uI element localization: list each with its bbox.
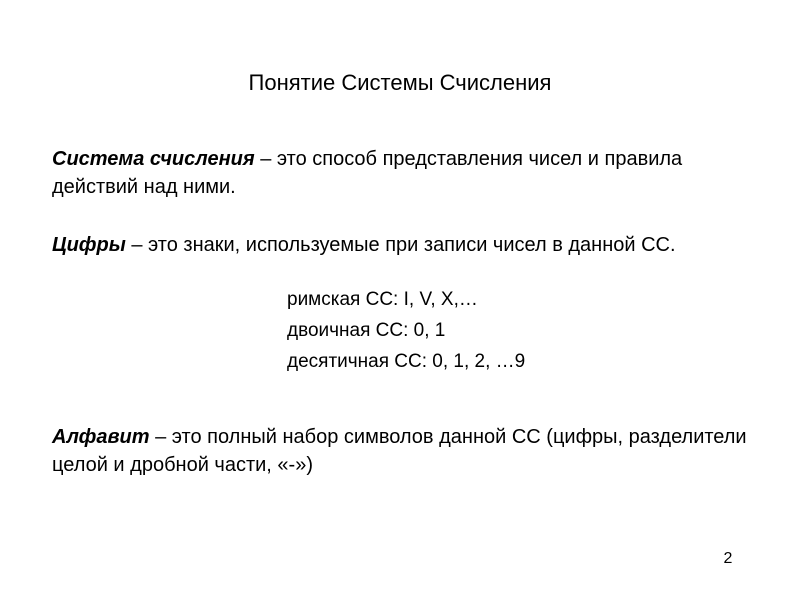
definition-term: Цифры — [52, 234, 126, 256]
example-binary: двоичная СС: 0, 1 — [287, 320, 446, 341]
page-number: 2 — [723, 550, 733, 567]
definition-number-system — [52, 145, 772, 201]
definition-alphabet — [52, 423, 772, 479]
definition-term: Система счисления — [52, 148, 255, 170]
examples-list — [287, 284, 525, 377]
example-roman: римская СС: I, V, X,… — [287, 289, 478, 310]
definition-digits — [52, 231, 772, 259]
slide-title: Понятие Системы Счисления — [248, 70, 552, 95]
definition-term: Алфавит — [52, 426, 150, 448]
definition-text: – это знаки, используемые при записи чисел в данной СС. — [125, 234, 676, 256]
definition-text: – это способ представления чисел и правила действий над ними. — [52, 148, 683, 198]
definition-text: – это полный набор символов данной СС (цифры, разделители целой и дробной части, «-») — [52, 426, 747, 476]
example-decimal: десятичная СС: 0, 1, 2, …9 — [287, 351, 526, 372]
